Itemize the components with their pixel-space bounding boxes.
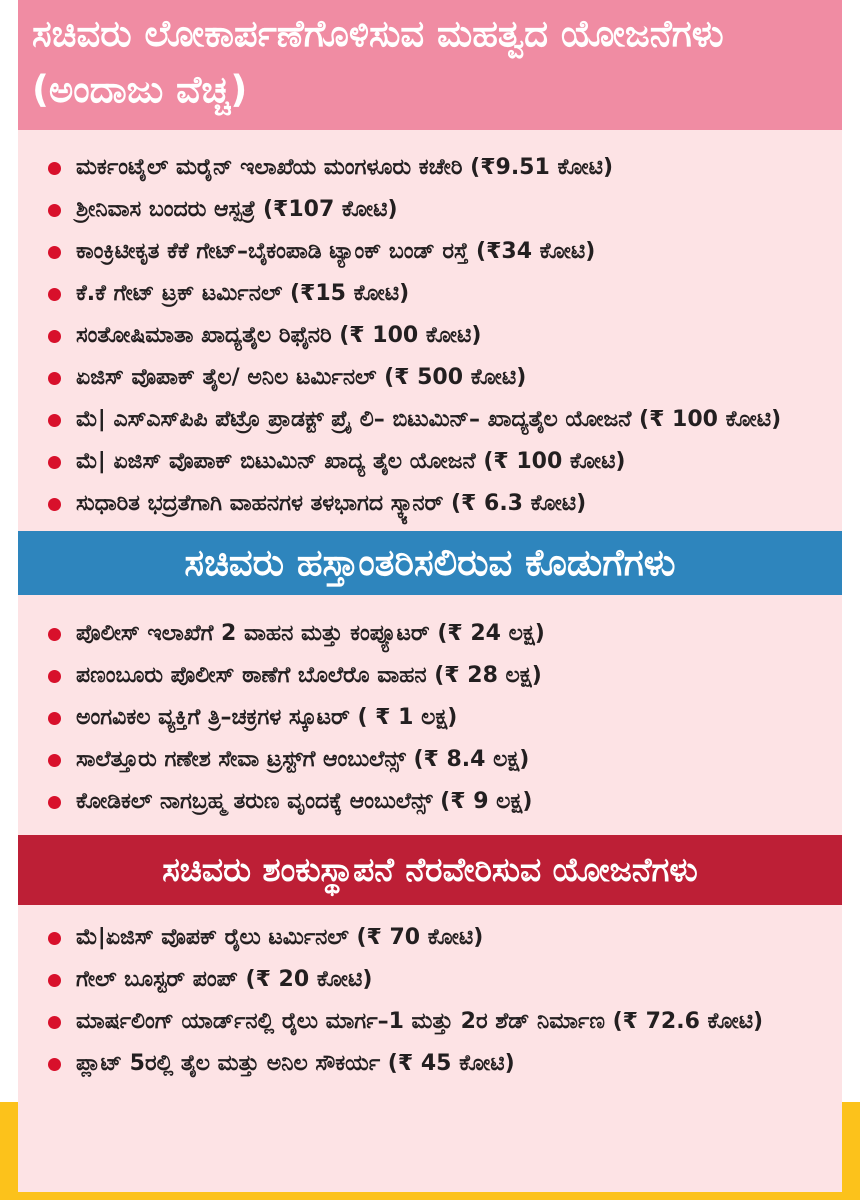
list-item: ಮಾರ್ಷಲಿಂಗ್ ಯಾರ್ಡ್‌ನಲ್ಲಿ ರೈಲು ಮಾರ್ಗ–1 ಮತ್ತು 2ರ ಶೆಡ್ ನಿರ್ಮಾಣ (₹ 72.6 ಕೋಟಿ) (44, 1001, 832, 1043)
foundations-heading: ಸಚಿವರು ಶಂಕುಸ್ಥಾಪನೆ ನೆರವೇರಿಸುವ ಯೋಜನೆಗಳು (18, 835, 842, 905)
list-item: ಮೆ|ಏಜಿಸ್ ವೊಪಕ್ ರೈಲು ಟರ್ಮಿನಲ್ (₹ 70 ಕೋಟಿ) (44, 917, 832, 959)
handovers-heading: ಸಚಿವರು ಹಸ್ತಾಂತರಿಸಲಿರುವ ಕೊಡುಗೆಗಳು (18, 531, 842, 595)
list-item: ಕಾಂಕ್ರಿಟೀಕೃತ ಕೆಕೆ ಗೇಟ್–ಬೈಕಂಪಾಡಿ ಟ್ಯಾಂಕ್ ಬಂಡ್ ರಸ್ತೆ (₹34 ಕೋಟಿ) (44, 231, 832, 273)
list-item: ಮರ್ಕಂಟೈಲ್ ಮರೈನ್ ಇಲಾಖೆಯ ಮಂಗಳೂರು ಕಚೇರಿ (₹9.51 ಕೋಟಿ) (44, 147, 832, 189)
list-item: ಸಂತೋಷಿಮಾತಾ ಖಾದ್ಯತೈಲ ರಿಫೈನರಿ (₹ 100 ಕೋಟಿ) (44, 315, 832, 357)
list-item: ಮೆ| ಎಸ್ಎಸ್‌ಪಿಪಿ ಪೆಟ್ರೊ ಪ್ರಾಡಕ್ಟ್ ಪ್ರೈ ಲಿ– ಬಿಟುಮಿನ್– ಖಾದ್ಯತೈಲ ಯೋಜನೆ (₹ 100 ಕೋಟಿ) (44, 399, 832, 441)
list-item: ಏಜಿಸ್ ವೊಪಾಕ್ ತೈಲ/ ಅನಿಲ ಟರ್ಮಿನಲ್ (₹ 500 ಕೋಟಿ) (44, 357, 832, 399)
list-item: ಅಂಗವಿಕಲ ವ್ಯಕ್ತಿಗೆ ತ್ರಿ–ಚಕ್ರಗಳ ಸ್ಕೂಟರ್ ( ₹ 1 ಲಕ್ಷ) (44, 697, 832, 739)
list-item: ಸಾಲೆತ್ತೂರು ಗಣೇಶ ಸೇವಾ ಟ್ರಸ್ಟ್‌ಗೆ ಆಂಬುಲೆನ್ಸ್ (₹ 8.4 ಲಕ್ಷ) (44, 739, 832, 781)
list-item: ಶ್ರೀನಿವಾಸ ಬಂದರು ಆಸ್ಪತ್ರೆ (₹107 ಕೋಟಿ) (44, 189, 832, 231)
list-item: ಮೆ| ಏಜಿಸ್ ವೊಪಾಕ್ ಬಿಟುಮಿನ್ ಖಾದ್ಯ ತೈಲ ಯೋಜನೆ (₹ 100 ಕೋಟಿ) (44, 441, 832, 483)
info-card (18, 0, 842, 1192)
inaugurations-heading: ಸಚಿವರು ಲೋಕಾರ್ಪಣೆಗೊಳಿಸುವ ಮಹತ್ವದ ಯೋಜನೆಗಳು (ಅಂದಾಜು ವೆಚ್ಚ) (18, 0, 842, 130)
foundations-list (18, 917, 842, 1085)
handovers-list (18, 613, 842, 823)
list-item: ಸುಧಾರಿತ ಭದ್ರತೆಗಾಗಿ ವಾಹನಗಳ ತಳಭಾಗದ ಸ್ಕ್ಯಾನರ್ (₹ 6.3 ಕೋಟಿ) (44, 483, 832, 525)
list-item: ಪ್ಲಾಟ್ 5ರಲ್ಲಿ ತೈಲ ಮತ್ತು ಅನಿಲ ಸೌಕರ್ಯ (₹ 45 ಕೋಟಿ) (44, 1043, 832, 1085)
list-item: ಪಣಂಬೂರು ಪೊಲೀಸ್ ಠಾಣೆಗೆ ಬೊಲೆರೊ ವಾಹನ (₹ 28 ಲಕ್ಷ) (44, 655, 832, 697)
inaugurations-list (18, 147, 842, 525)
list-item: ಪೊಲೀಸ್ ಇಲಾಖೆಗೆ 2 ವಾಹನ ಮತ್ತು ಕಂಪ್ಯೂಟರ್ (₹ 24 ಲಕ್ಷ) (44, 613, 832, 655)
list-item: ಕೋಡಿಕಲ್ ನಾಗಬ್ರಹ್ಮ ತರುಣ ವೃಂದಕ್ಕೆ ಆಂಬುಲೆನ್ಸ್ (₹ 9 ಲಕ್ಷ) (44, 781, 832, 823)
list-item: ಕೆ.ಕೆ ಗೇಟ್ ಟ್ರಕ್ ಟರ್ಮಿನಲ್ (₹15 ಕೋಟಿ) (44, 273, 832, 315)
list-item: ಗೇಲ್ ಬೂಸ್ಟರ್ ಪಂಪ್ (₹ 20 ಕೋಟಿ) (44, 959, 832, 1001)
